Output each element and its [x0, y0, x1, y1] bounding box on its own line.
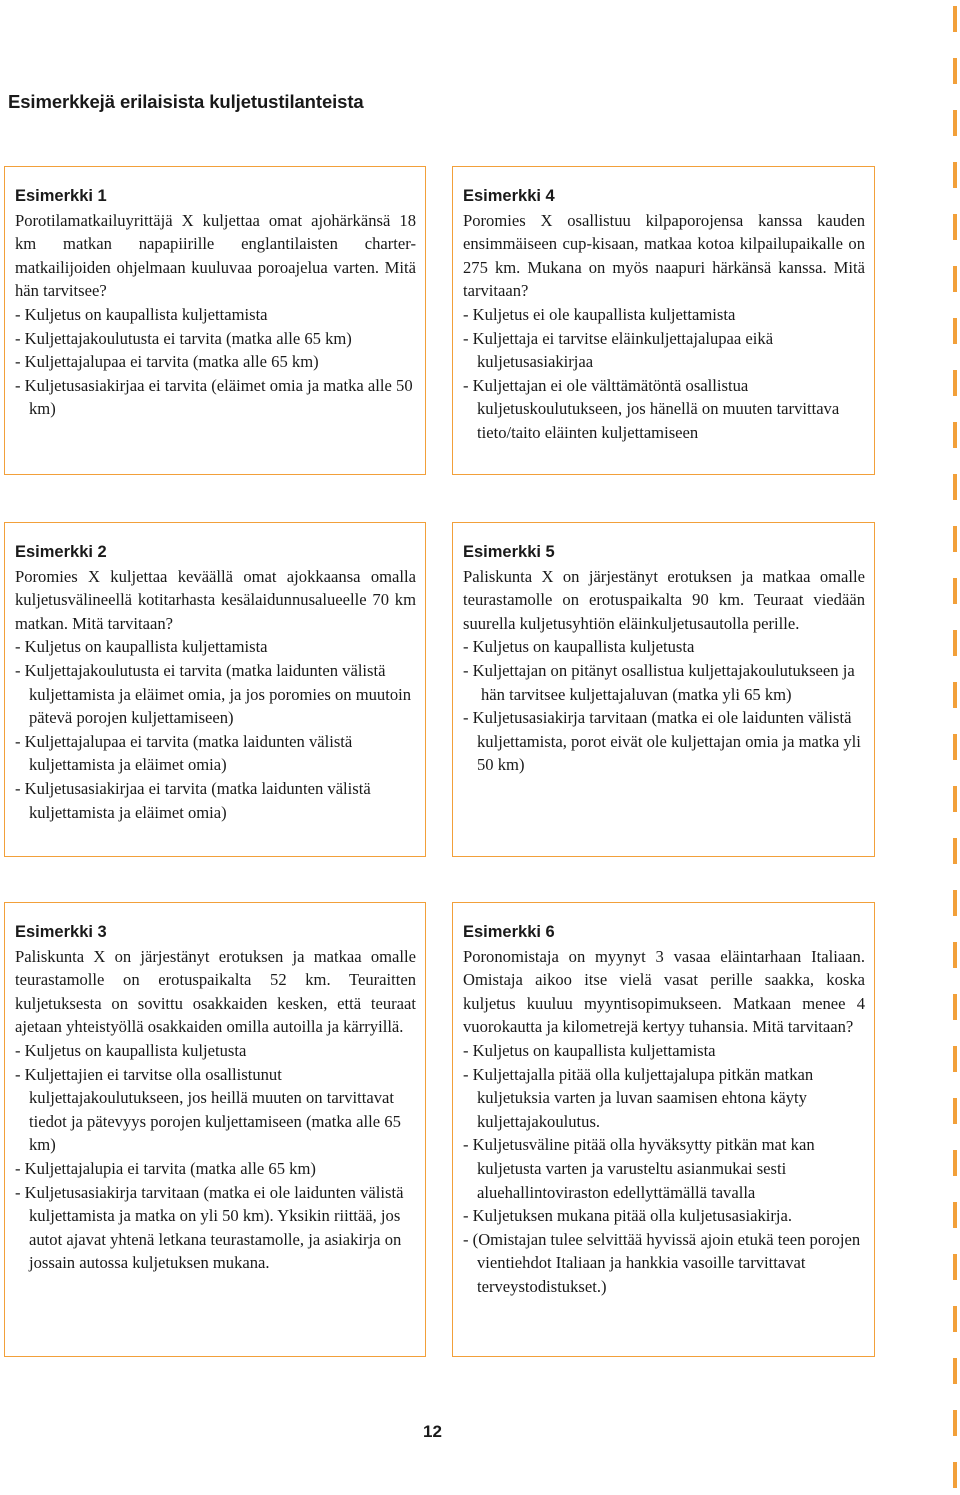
edge-mark	[953, 526, 957, 552]
edge-mark	[953, 1254, 957, 1280]
page-heading: Esimerkkejä erilaisista kuljetustilanteista	[8, 91, 364, 112]
edge-mark	[953, 6, 957, 32]
example-item: - Kuljetusasiakirja tarvitaan (matka ei ole laidunten välistä kuljettamista ja matka on yli 50 km). Yksikin riittää, jos autot ajavat yhtenä letkana teurastamolle, ja asiakirja on jossain autossa kuljetuksen mukana.	[15, 1182, 404, 1273]
example-item: - Kuljetusväline pitää olla hyväksytty pitkän mat kan kuljetusta varten ja varusteltu asianmukai sesti aluehallintoviraston edellyttämällä tavalla	[463, 1135, 815, 1202]
example-intro: Poromies X kuljettaa keväällä omat ajokkaansa omalla kuljetusvälineellä kotitarhasta kesälaidunnusalueelle 70 km matkan. Mitä tarvitaan?	[15, 566, 416, 633]
example-item: - Kuljettajakoulutusta ei tarvita (matka alle 65 km)	[15, 328, 352, 348]
example-item: - Kuljetusasiakirjaa ei tarvita (matka laidunten välistä kuljettamista ja eläimet omia)	[15, 778, 371, 822]
example-item: - Kuljetusasiakirja tarvitaan (matka ei ole laidunten välistä kuljettamista, porot eivät ole kuljettajan omia ja matka yli 50 km)	[463, 708, 861, 775]
example-item: - Kuljetus on kaupallista kuljettamista	[463, 1040, 716, 1060]
example-box-1	[4, 166, 426, 475]
edge-mark	[953, 1150, 957, 1176]
example-item: - Kuljettajan on pitänyt osallistua kuljettajakoulutukseen ja hän tarvitsee kuljettajaluvan (matka yli 65 km)	[463, 660, 855, 704]
example-item: - Kuljettaja ei tarvitse eläinkuljettajalupaa eikä kuljetusasiakirjaa	[463, 328, 774, 372]
example-item: - Kuljetus ei ole kaupallista kuljettamista	[463, 304, 736, 324]
edge-mark	[953, 994, 957, 1020]
edge-mark	[953, 838, 957, 864]
example-intro: Porotilamatkailuyrittäjä X kuljettaa omat ajohärkänsä 18 km matkan napapiirille englantilaisten charter-matkailijoiden ohjelmaan kuuluvaa poroajelua varten. Mitä hän tarvitsee?	[15, 210, 416, 301]
edge-mark	[953, 786, 957, 812]
edge-mark	[953, 1306, 957, 1332]
edge-mark	[953, 942, 957, 968]
example-item: - Kuljettajalupaa ei tarvita (matka alle 65 km)	[15, 352, 319, 372]
edge-mark	[953, 214, 957, 240]
example-box-6	[452, 902, 875, 1357]
example-title: Esimerkki 5	[463, 543, 555, 561]
edge-mark	[953, 162, 957, 188]
example-item: - Kuljettajalupaa ei tarvita (matka laidunten välistä kuljettamista ja eläimet omia)	[15, 731, 353, 775]
edge-mark	[953, 630, 957, 656]
edge-mark	[953, 734, 957, 760]
example-item: - (Omistajan tulee selvittää hyvissä ajoin etukä teen porojen vientiehdot Italiaan ja hankkia vasoille tarvittavat terveystodistukset.)	[463, 1229, 861, 1296]
example-item: - Kuljettajalupia ei tarvita (matka alle 65 km)	[15, 1158, 316, 1178]
edge-mark	[953, 1358, 957, 1384]
edge-mark	[953, 890, 957, 916]
example-title: Esimerkki 1	[15, 187, 107, 205]
example-title: Esimerkki 3	[15, 923, 107, 941]
page-number: 12	[423, 1422, 442, 1441]
edge-mark	[953, 318, 957, 344]
example-item: - Kuljetus on kaupallista kuljetusta	[463, 637, 695, 657]
example-item: - Kuljettajakoulutusta ei tarvita (matka laidunten välistä kuljettamista ja eläimet omia, ja jos poromies on muutoin pätevä porojen kuljettamiseen)	[15, 660, 412, 728]
example-box-5	[452, 522, 875, 857]
example-title: Esimerkki 4	[463, 187, 555, 205]
edge-mark	[953, 1462, 957, 1488]
edge-mark	[953, 370, 957, 396]
example-intro: Paliskunta X on järjestänyt erotuksen ja matkaa omalle teurastamolle on erotuspaikalta 90 km. Teuraat viedään suurella kuljetusyhtiön eläinkuljetusautolla perille.	[463, 566, 865, 633]
example-intro: Paliskunta X on järjestänyt erotuksen ja matkaa omalle teurastamolle on erotuspaikalta 52 km. Teuraitten kuljetuksesta on sovittu osakkaiden kesken, että teuraat ajetaan yhteistyöllä osakkaiden omilla autoilla ja kärryillä.	[15, 946, 416, 1037]
example-intro: Poromies X osallistuu kilpaporojensa kanssa kauden ensimmäiseen cup-kisaan, matkaa kotoa kilpailupaikalle on 275 km. Mukana on myös naapuri härkänsä kanssa. Mitä tarvitaan?	[463, 210, 865, 301]
example-box-4	[452, 166, 875, 475]
example-item: - Kuljetusasiakirjaa ei tarvita (eläimet omia ja matka alle 50 km)	[15, 375, 413, 419]
example-box-3	[4, 902, 426, 1357]
example-box-2	[4, 522, 426, 857]
example-item: - Kuljetus on kaupallista kuljettamista	[15, 637, 268, 657]
edge-mark	[953, 110, 957, 136]
edge-mark	[953, 58, 957, 84]
example-title: Esimerkki 6	[463, 923, 555, 941]
example-item: - Kuljetus on kaupallista kuljettamista	[15, 304, 268, 324]
edge-mark	[953, 1046, 957, 1072]
edge-mark	[953, 682, 957, 708]
edge-mark	[953, 422, 957, 448]
edge-mark	[953, 1410, 957, 1436]
edge-mark	[953, 578, 957, 604]
edge-mark	[953, 1098, 957, 1124]
edge-mark	[953, 1202, 957, 1228]
page-edge-marks	[948, 0, 960, 1495]
example-title: Esimerkki 2	[15, 543, 107, 561]
example-item: - Kuljetuksen mukana pitää olla kuljetusasiakirja.	[463, 1206, 793, 1226]
example-item: - Kuljettajien ei tarvitse olla osallistunut kuljettajakoulutukseen, jos heillä muuten on tarvittavat tiedot ja pätevyys porojen kuljettamiseen (matka alle 65 km)	[15, 1064, 401, 1155]
example-item: - Kuljetus on kaupallista kuljetusta	[15, 1040, 247, 1060]
example-intro: Poronomistaja on myynyt 3 vasaa eläintarhaan Italiaan. Omistaja aikoo itse vielä vasat perille saakka, koska kuljetus kuuluu myyntisopimukseen. Matkaan menee 4 vuorokautta ja kilometrejä kertyy tuhansia. Mitä tarvitaan?	[463, 946, 865, 1037]
example-item: - Kuljettajan ei ole välttämätöntä osallistua kuljetuskoulutukseen, jos hänellä on muuten tarvittava tieto/taito eläinten kuljettamiseen	[463, 375, 840, 442]
example-item: - Kuljettajalla pitää olla kuljettajalupa pitkän matkan kuljetuksia varten ja luvan saamisen ehtona käyty kuljettajakoulutus.	[463, 1064, 814, 1131]
edge-mark	[953, 474, 957, 500]
edge-mark	[953, 266, 957, 292]
